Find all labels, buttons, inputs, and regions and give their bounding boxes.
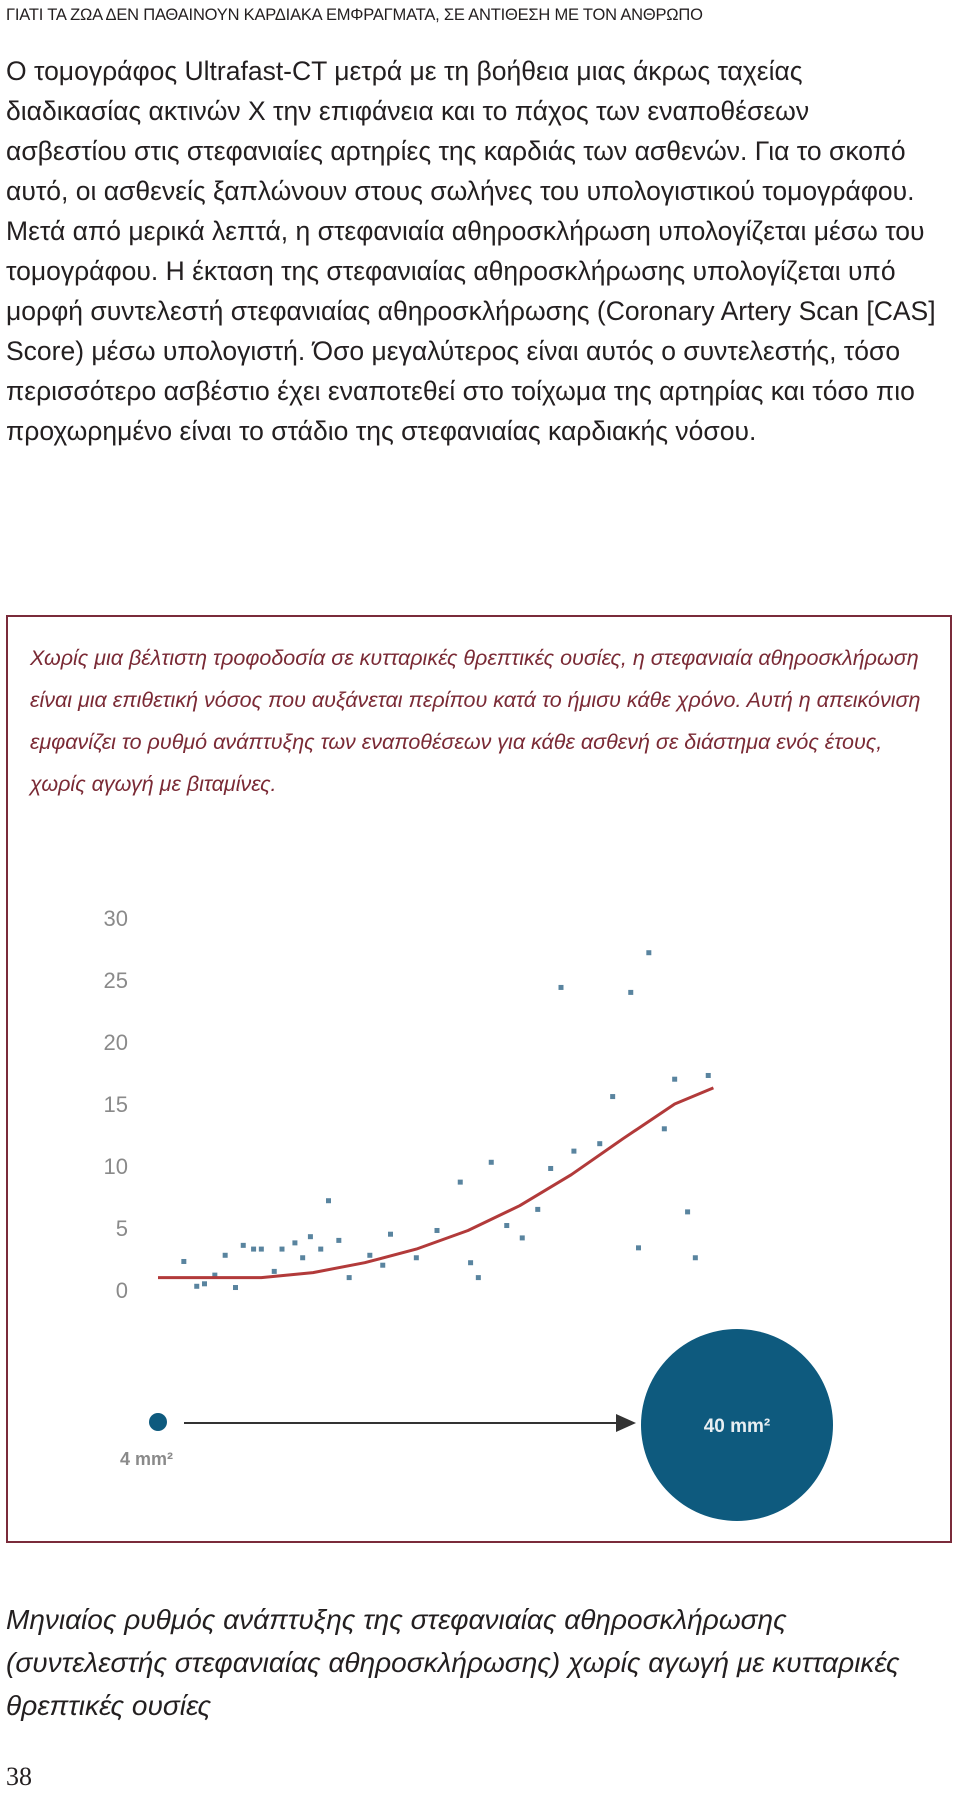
data-point (233, 1285, 238, 1290)
small-circle (149, 1413, 167, 1431)
scatter-chart (8, 617, 950, 1541)
y-tick-label: 15 (103, 1092, 128, 1117)
trend-line (158, 1088, 713, 1278)
y-tick-label: 5 (115, 1216, 128, 1241)
data-point (476, 1275, 481, 1280)
data-point (646, 950, 651, 955)
data-point (280, 1247, 285, 1252)
data-point (388, 1232, 393, 1237)
data-point (347, 1275, 352, 1280)
data-point (672, 1077, 677, 1082)
data-point (693, 1255, 698, 1260)
data-point (520, 1235, 525, 1240)
data-point (535, 1207, 540, 1212)
data-point (458, 1180, 463, 1185)
data-point (636, 1245, 641, 1250)
data-point (251, 1247, 256, 1252)
data-point (241, 1243, 246, 1248)
data-point (597, 1141, 602, 1146)
data-point (202, 1281, 207, 1286)
y-tick-label: 10 (103, 1154, 128, 1179)
data-point (559, 985, 564, 990)
data-point (336, 1238, 341, 1243)
data-point (181, 1259, 186, 1264)
body-paragraph: Ο τομογράφος Ultrafast-CT μετρά με τη βοήθεια μιας άκρως ταχείας διαδικασίας ακτινών Χ την επιφάνεια και το πάχος των εναποθέσεων ασβεστίου στις στεφανιαίες αρτηρίες της καρδιάς των ασθενών. Για το σκοπό αυτό, οι ασθενείς ξαπλώνουν στους σωλήνες του υπολογιστικού τομογράφου. Μετά από μερικά λεπτά, η στεφανιαία αθηροσκλήρωση υπολογίζεται μέσω του τομογράφου. Η έκταση της στεφανιαίας αθηροσκλήρωσης υπολογίζεται υπό μορφή συντελεστή στεφανιαίας αθηροσκλήρωσης (Coronary Artery Scan [CAS] Score) μέσω υπολογιστή. Όσο μεγαλύτερος είναι αυτός ο συντελεστής, τόσο περισσότερο ασβέστιο έχει εναποτεθεί στο τοίχωμα της αρτηρίας και τόσο πιο προχωρημένο είναι το στάδιο της στεφανιαίας καρδιακής νόσου. (6, 56, 936, 446)
growth-arrow-head (616, 1414, 636, 1432)
large-circle-label: 40 mm² (703, 1416, 771, 1437)
data-point (610, 1094, 615, 1099)
data-point (367, 1253, 372, 1258)
data-point (435, 1228, 440, 1233)
data-point (504, 1223, 509, 1228)
data-point (308, 1234, 313, 1239)
data-point (548, 1166, 553, 1171)
y-tick-label: 20 (103, 1030, 128, 1055)
data-point (300, 1255, 305, 1260)
data-point (706, 1073, 711, 1078)
figure-caption: Χωρίς μια βέλτιστη τροφοδοσία σε κυτταρικές θρεπτικές ουσίες, η στεφανιαία αθηροσκλήρωση είναι μια επιθετική νόσος που αυξάνεται περίπου κατά το ήμισυ κάθε χρόνο. Αυτή η απεικόνιση εμφανίζει το ρυθμό ανάπτυξης των εναποθέσεων για κάθε ασθενή σε διάστημα ενός έτους, χωρίς αγωγή με βιταμίνες. (30, 646, 921, 796)
data-point (272, 1269, 277, 1274)
data-point (326, 1198, 331, 1203)
data-point (223, 1253, 228, 1258)
page-number: 38 (6, 1762, 32, 1791)
bottom-caption: Μηνιαίος ρυθμός ανάπτυξης της στεφανιαίας αθηροσκλήρωσης (συντελεστής στεφανιαίας αθηροσκλήρωσης) χωρίς αγωγή με κυτταρικές θρεπτικές ουσίες (6, 1604, 900, 1721)
y-tick-label: 25 (103, 968, 128, 993)
y-tick-label: 0 (115, 1278, 128, 1303)
data-point (489, 1160, 494, 1165)
data-point (259, 1247, 264, 1252)
running-header: ΓΙΑΤΙ ΤΑ ΖΩΑ ΔΕΝ ΠΑΘΑΙΝΟΥΝ ΚΑΡΔΙΑΚΑ ΕΜΦΡΑΓΜΑΤΑ, ΣΕ ΑΝΤΙΘΕΣΗ ΜΕ ΤΟΝ ΑΝΘΡΩΠΟ (6, 6, 703, 24)
data-point (685, 1209, 690, 1214)
data-point (380, 1263, 385, 1268)
small-circle-label: 4 mm² (120, 1449, 174, 1469)
data-point (468, 1260, 473, 1265)
data-point (194, 1284, 199, 1289)
data-point (414, 1255, 419, 1260)
data-point (628, 990, 633, 995)
data-point (318, 1247, 323, 1252)
y-tick-label: 30 (103, 906, 128, 931)
data-point (571, 1149, 576, 1154)
figure-box (6, 615, 952, 1543)
data-point (292, 1240, 297, 1245)
data-point (662, 1126, 667, 1131)
